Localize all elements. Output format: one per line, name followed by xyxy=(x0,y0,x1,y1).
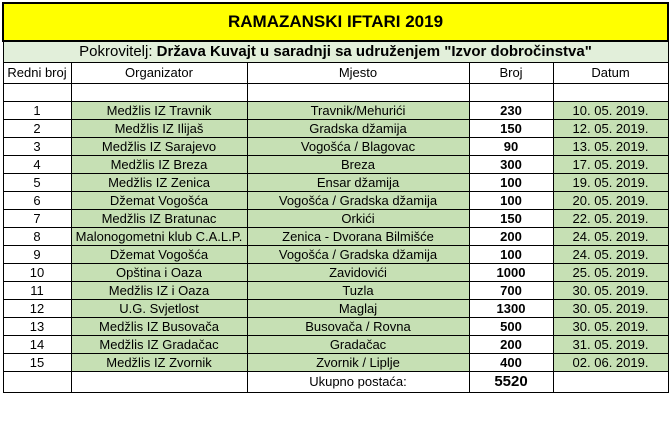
place-cell[interactable]: Vogošća / Blagovac xyxy=(247,138,469,156)
blank-row xyxy=(3,84,668,102)
organizer-cell[interactable]: Malonogometni klub C.A.L.P. xyxy=(71,228,247,246)
date-cell[interactable]: 10. 05. 2019. xyxy=(553,102,668,120)
table-row xyxy=(3,354,668,372)
total-value[interactable]: 5520 xyxy=(469,372,553,393)
sponsor-cell[interactable] xyxy=(3,41,668,63)
iftar-table xyxy=(2,2,669,393)
empty-cell[interactable] xyxy=(71,372,247,393)
date-cell[interactable]: 20. 05. 2019. xyxy=(553,192,668,210)
organizer-cell[interactable]: Medžlis IZ i Oaza xyxy=(71,282,247,300)
table-row xyxy=(3,228,668,246)
total-label[interactable]: Ukupno postaća: xyxy=(247,372,469,393)
organizer-cell[interactable]: Džemat Vogošća xyxy=(71,246,247,264)
table-row xyxy=(3,102,668,120)
row-number-cell[interactable]: 12 xyxy=(3,300,71,318)
table-row xyxy=(3,192,668,210)
row-number-cell[interactable]: 5 xyxy=(3,174,71,192)
count-cell[interactable]: 1300 xyxy=(469,300,553,318)
sponsor-prefix: Pokrovitelj: xyxy=(79,43,157,60)
place-cell[interactable]: Vogošća / Gradska džamija xyxy=(247,192,469,210)
date-cell[interactable]: 22. 05. 2019. xyxy=(553,210,668,228)
place-cell[interactable]: Breza xyxy=(247,156,469,174)
place-cell[interactable]: Tuzla xyxy=(247,282,469,300)
count-cell[interactable]: 100 xyxy=(469,174,553,192)
table-row xyxy=(3,156,668,174)
count-cell[interactable]: 700 xyxy=(469,282,553,300)
count-cell[interactable]: 100 xyxy=(469,246,553,264)
organizer-cell[interactable]: Medžlis IZ Zenica xyxy=(71,174,247,192)
total-row xyxy=(3,372,668,393)
row-number-cell[interactable]: 13 xyxy=(3,318,71,336)
place-cell[interactable]: Busovača / Rovna xyxy=(247,318,469,336)
place-cell[interactable]: Gradačac xyxy=(247,336,469,354)
place-cell[interactable]: Orkići xyxy=(247,210,469,228)
count-cell[interactable]: 1000 xyxy=(469,264,553,282)
date-cell[interactable]: 24. 05. 2019. xyxy=(553,228,668,246)
empty-cell[interactable] xyxy=(3,84,71,102)
table-row xyxy=(3,318,668,336)
organizer-cell[interactable]: Medžlis IZ Sarajevo xyxy=(71,138,247,156)
empty-cell[interactable] xyxy=(469,84,553,102)
table-row xyxy=(3,120,668,138)
header-redni-broj[interactable]: Redni broj xyxy=(3,63,71,84)
date-cell[interactable]: 12. 05. 2019. xyxy=(553,120,668,138)
count-cell[interactable]: 230 xyxy=(469,102,553,120)
row-number-cell[interactable]: 6 xyxy=(3,192,71,210)
place-cell[interactable]: Travnik/Mehurići xyxy=(247,102,469,120)
table-row xyxy=(3,300,668,318)
header-mjesto[interactable]: Mjesto xyxy=(247,63,469,84)
organizer-cell[interactable]: Medžlis IZ Travnik xyxy=(71,102,247,120)
count-cell[interactable]: 90 xyxy=(469,138,553,156)
row-number-cell[interactable]: 10 xyxy=(3,264,71,282)
table-title[interactable]: RAMAZANSKI IFTARI 2019 xyxy=(3,3,668,41)
date-cell[interactable]: 25. 05. 2019. xyxy=(553,264,668,282)
date-cell[interactable]: 17. 05. 2019. xyxy=(553,156,668,174)
count-cell[interactable]: 150 xyxy=(469,210,553,228)
place-cell[interactable]: Zavidovići xyxy=(247,264,469,282)
date-cell[interactable]: 02. 06. 2019. xyxy=(553,354,668,372)
row-number-cell[interactable]: 11 xyxy=(3,282,71,300)
header-datum[interactable]: Datum xyxy=(553,63,668,84)
table-row xyxy=(3,264,668,282)
row-number-cell[interactable]: 14 xyxy=(3,336,71,354)
place-cell[interactable]: Ensar džamija xyxy=(247,174,469,192)
organizer-cell[interactable]: Medžlis IZ Breza xyxy=(71,156,247,174)
date-cell[interactable]: 24. 05. 2019. xyxy=(553,246,668,264)
table-row xyxy=(3,138,668,156)
date-cell[interactable]: 30. 05. 2019. xyxy=(553,318,668,336)
row-number-cell[interactable]: 4 xyxy=(3,156,71,174)
organizer-cell[interactable]: Medžlis IZ Ilijaš xyxy=(71,120,247,138)
title-row xyxy=(3,3,668,41)
count-cell[interactable]: 200 xyxy=(469,336,553,354)
place-cell[interactable]: Maglaj xyxy=(247,300,469,318)
spreadsheet xyxy=(2,2,667,393)
empty-cell[interactable] xyxy=(3,372,71,393)
header-organizator[interactable]: Organizator xyxy=(71,63,247,84)
count-cell[interactable]: 400 xyxy=(469,354,553,372)
row-number-cell[interactable]: 7 xyxy=(3,210,71,228)
place-cell[interactable]: Vogošća / Gradska džamija xyxy=(247,246,469,264)
place-cell[interactable]: Zenica - Dvorana Bilmišće xyxy=(247,228,469,246)
date-cell[interactable]: 31. 05. 2019. xyxy=(553,336,668,354)
date-cell[interactable]: 13. 05. 2019. xyxy=(553,138,668,156)
row-number-cell[interactable]: 1 xyxy=(3,102,71,120)
organizer-cell[interactable]: Opština i Oaza xyxy=(71,264,247,282)
row-number-cell[interactable]: 3 xyxy=(3,138,71,156)
date-cell[interactable]: 30. 05. 2019. xyxy=(553,282,668,300)
row-number-cell[interactable]: 9 xyxy=(3,246,71,264)
date-cell[interactable]: 19. 05. 2019. xyxy=(553,174,668,192)
date-cell[interactable]: 30. 05. 2019. xyxy=(553,300,668,318)
count-cell[interactable]: 100 xyxy=(469,192,553,210)
row-number-cell[interactable]: 8 xyxy=(3,228,71,246)
empty-cell[interactable] xyxy=(71,84,247,102)
header-broj[interactable]: Broj xyxy=(469,63,553,84)
organizer-cell[interactable]: Medžlis IZ Gradačac xyxy=(71,336,247,354)
sponsor-name: Država Kuvajt u saradnji sa udruženjem "Izvor dobročinstva" xyxy=(156,43,592,60)
table-row xyxy=(3,174,668,192)
count-cell[interactable]: 200 xyxy=(469,228,553,246)
table-row xyxy=(3,210,668,228)
organizer-cell[interactable]: Medžlis IZ Bratunac xyxy=(71,210,247,228)
count-cell[interactable]: 150 xyxy=(469,120,553,138)
empty-cell[interactable] xyxy=(247,84,469,102)
count-cell[interactable]: 300 xyxy=(469,156,553,174)
empty-cell[interactable] xyxy=(553,372,668,393)
organizer-cell[interactable]: Medžlis IZ Zvornik xyxy=(71,354,247,372)
organizer-cell[interactable]: Medžlis IZ Busovača xyxy=(71,318,247,336)
table-row xyxy=(3,246,668,264)
row-number-cell[interactable]: 2 xyxy=(3,120,71,138)
organizer-cell[interactable]: Džemat Vogošća xyxy=(71,192,247,210)
place-cell[interactable]: Zvornik / Liplje xyxy=(247,354,469,372)
row-number-cell[interactable]: 15 xyxy=(3,354,71,372)
header-row xyxy=(3,63,668,84)
table-row xyxy=(3,336,668,354)
organizer-cell[interactable]: U.G. Svjetlost xyxy=(71,300,247,318)
table-row xyxy=(3,282,668,300)
count-cell[interactable]: 500 xyxy=(469,318,553,336)
place-cell[interactable]: Gradska džamija xyxy=(247,120,469,138)
empty-cell[interactable] xyxy=(553,84,668,102)
sponsor-row xyxy=(3,41,668,63)
